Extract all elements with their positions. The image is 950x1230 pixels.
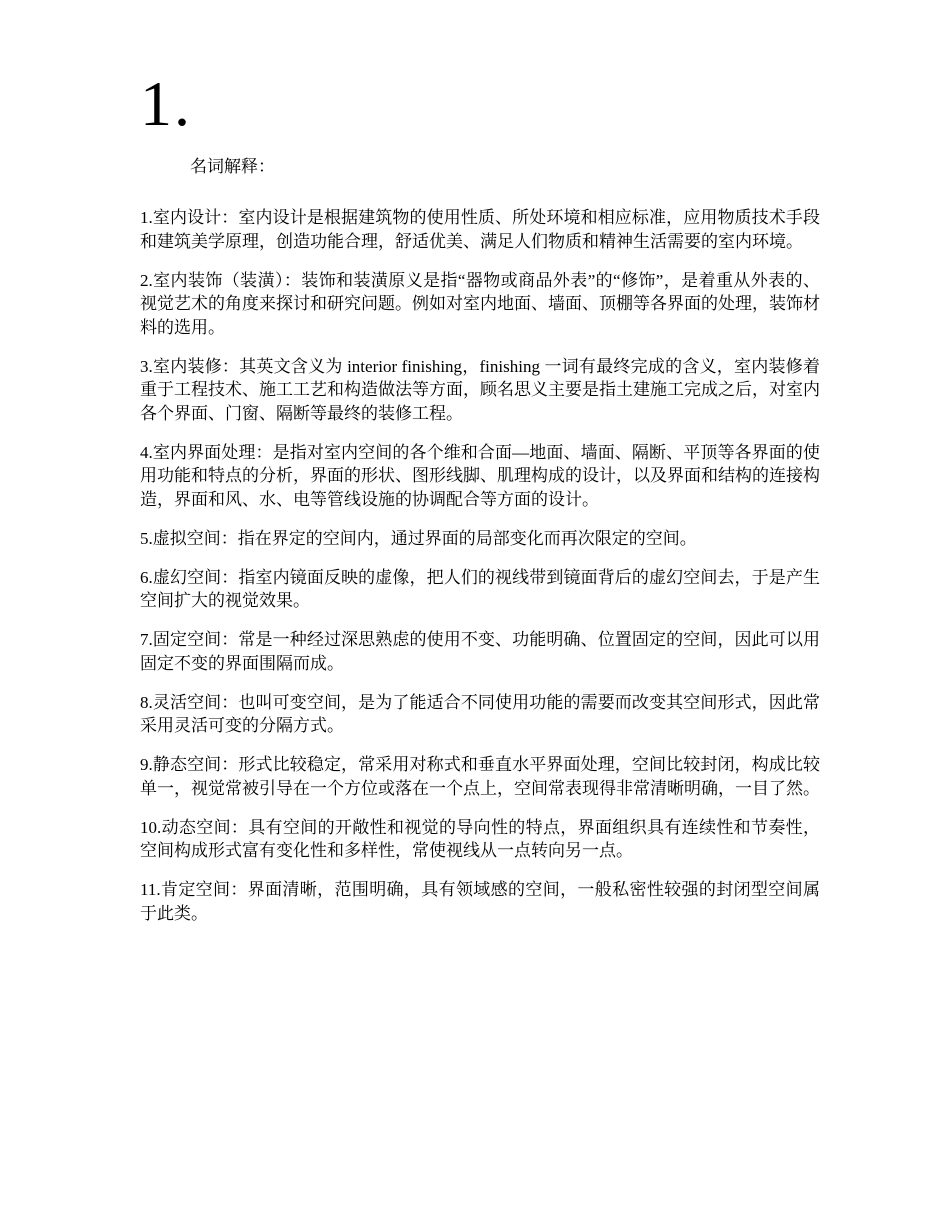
definition-entry: 5.虚拟空间：指在界定的空间内，通过界面的局部变化而再次限定的空间。 <box>140 528 697 548</box>
definition-entry: 8.灵活空间：也叫可变空间，是为了能适合不同使用功能的需要而改变其空间形式，因此常采用灵活可变的分隔方式。 <box>140 692 820 735</box>
definition-entry: 1.室内设计：室内设计是根据建筑物的使用性质、所处环境和相应标准，应用物质技术手段和建筑美学原理，创造功能合理，舒适优美、满足人们物质和精神生活需要的室内环境。 <box>140 208 820 251</box>
section-number: 1. <box>140 68 192 139</box>
definition-entry: 6.虚幻空间：指室内镜面反映的虚像，把人们的视线带到镜面背后的虚幻空间去，于是产生空间扩大的视觉效果。 <box>140 567 820 610</box>
definition-entry: 10.动态空间：具有空间的开敞性和视觉的导向性的特点，界面组织具有连续性和节奏性，空间构成形式富有变化性和多样性，常使视线从一点转向另一点。 <box>140 817 820 860</box>
definition-entry: 11.肯定空间：界面清晰，范围明确，具有领域感的空间，一般私密性较强的封闭型空间属于此类。 <box>140 880 820 923</box>
definition-list <box>140 206 820 941</box>
definition-entry: 3.室内装修：其英文含义为 interior finishing，finishing 一词有最终完成的含义，室内装修着重于工程技术、施工工艺和构造做法等方面，顾名思义主要是指土建施工完成之后，对室内各个界面、门窗、隔断等最终的装修工程。 <box>140 356 820 423</box>
definition-entry: 9.静态空间：形式比较稳定，常采用对称式和垂直水平界面处理，空间比较封闭，构成比较单一，视觉常被引导在一个方位或落在一个点上，空间常表现得非常清晰明确，一目了然。 <box>140 755 820 798</box>
definition-entry: 2.室内装饰（装潢）：装饰和装潢原义是指“器物或商品外表”的“修饰”，是着重从外表的、视觉艺术的角度来探讨和研究问题。例如对室内地面、墙面、顶棚等各界面的处理，装饰材料的选用。 <box>140 270 820 337</box>
section-subtitle: 名词解释： <box>190 157 275 176</box>
definition-entry: 7.固定空间：常是一种经过深思熟虑的使用不变、功能明确、位置固定的空间，因此可以用固定不变的界面围隔而成。 <box>140 630 820 673</box>
definition-entry: 4.室内界面处理：是指对室内空间的各个维和合面—地面、墙面、隔断、平顶等各界面的使用功能和特点的分析，界面的形状、图形线脚、肌理构成的设计，以及界面和结构的连接构造，界面和风、水、电等管线设施的协调配合等方面的设计。 <box>140 442 820 509</box>
